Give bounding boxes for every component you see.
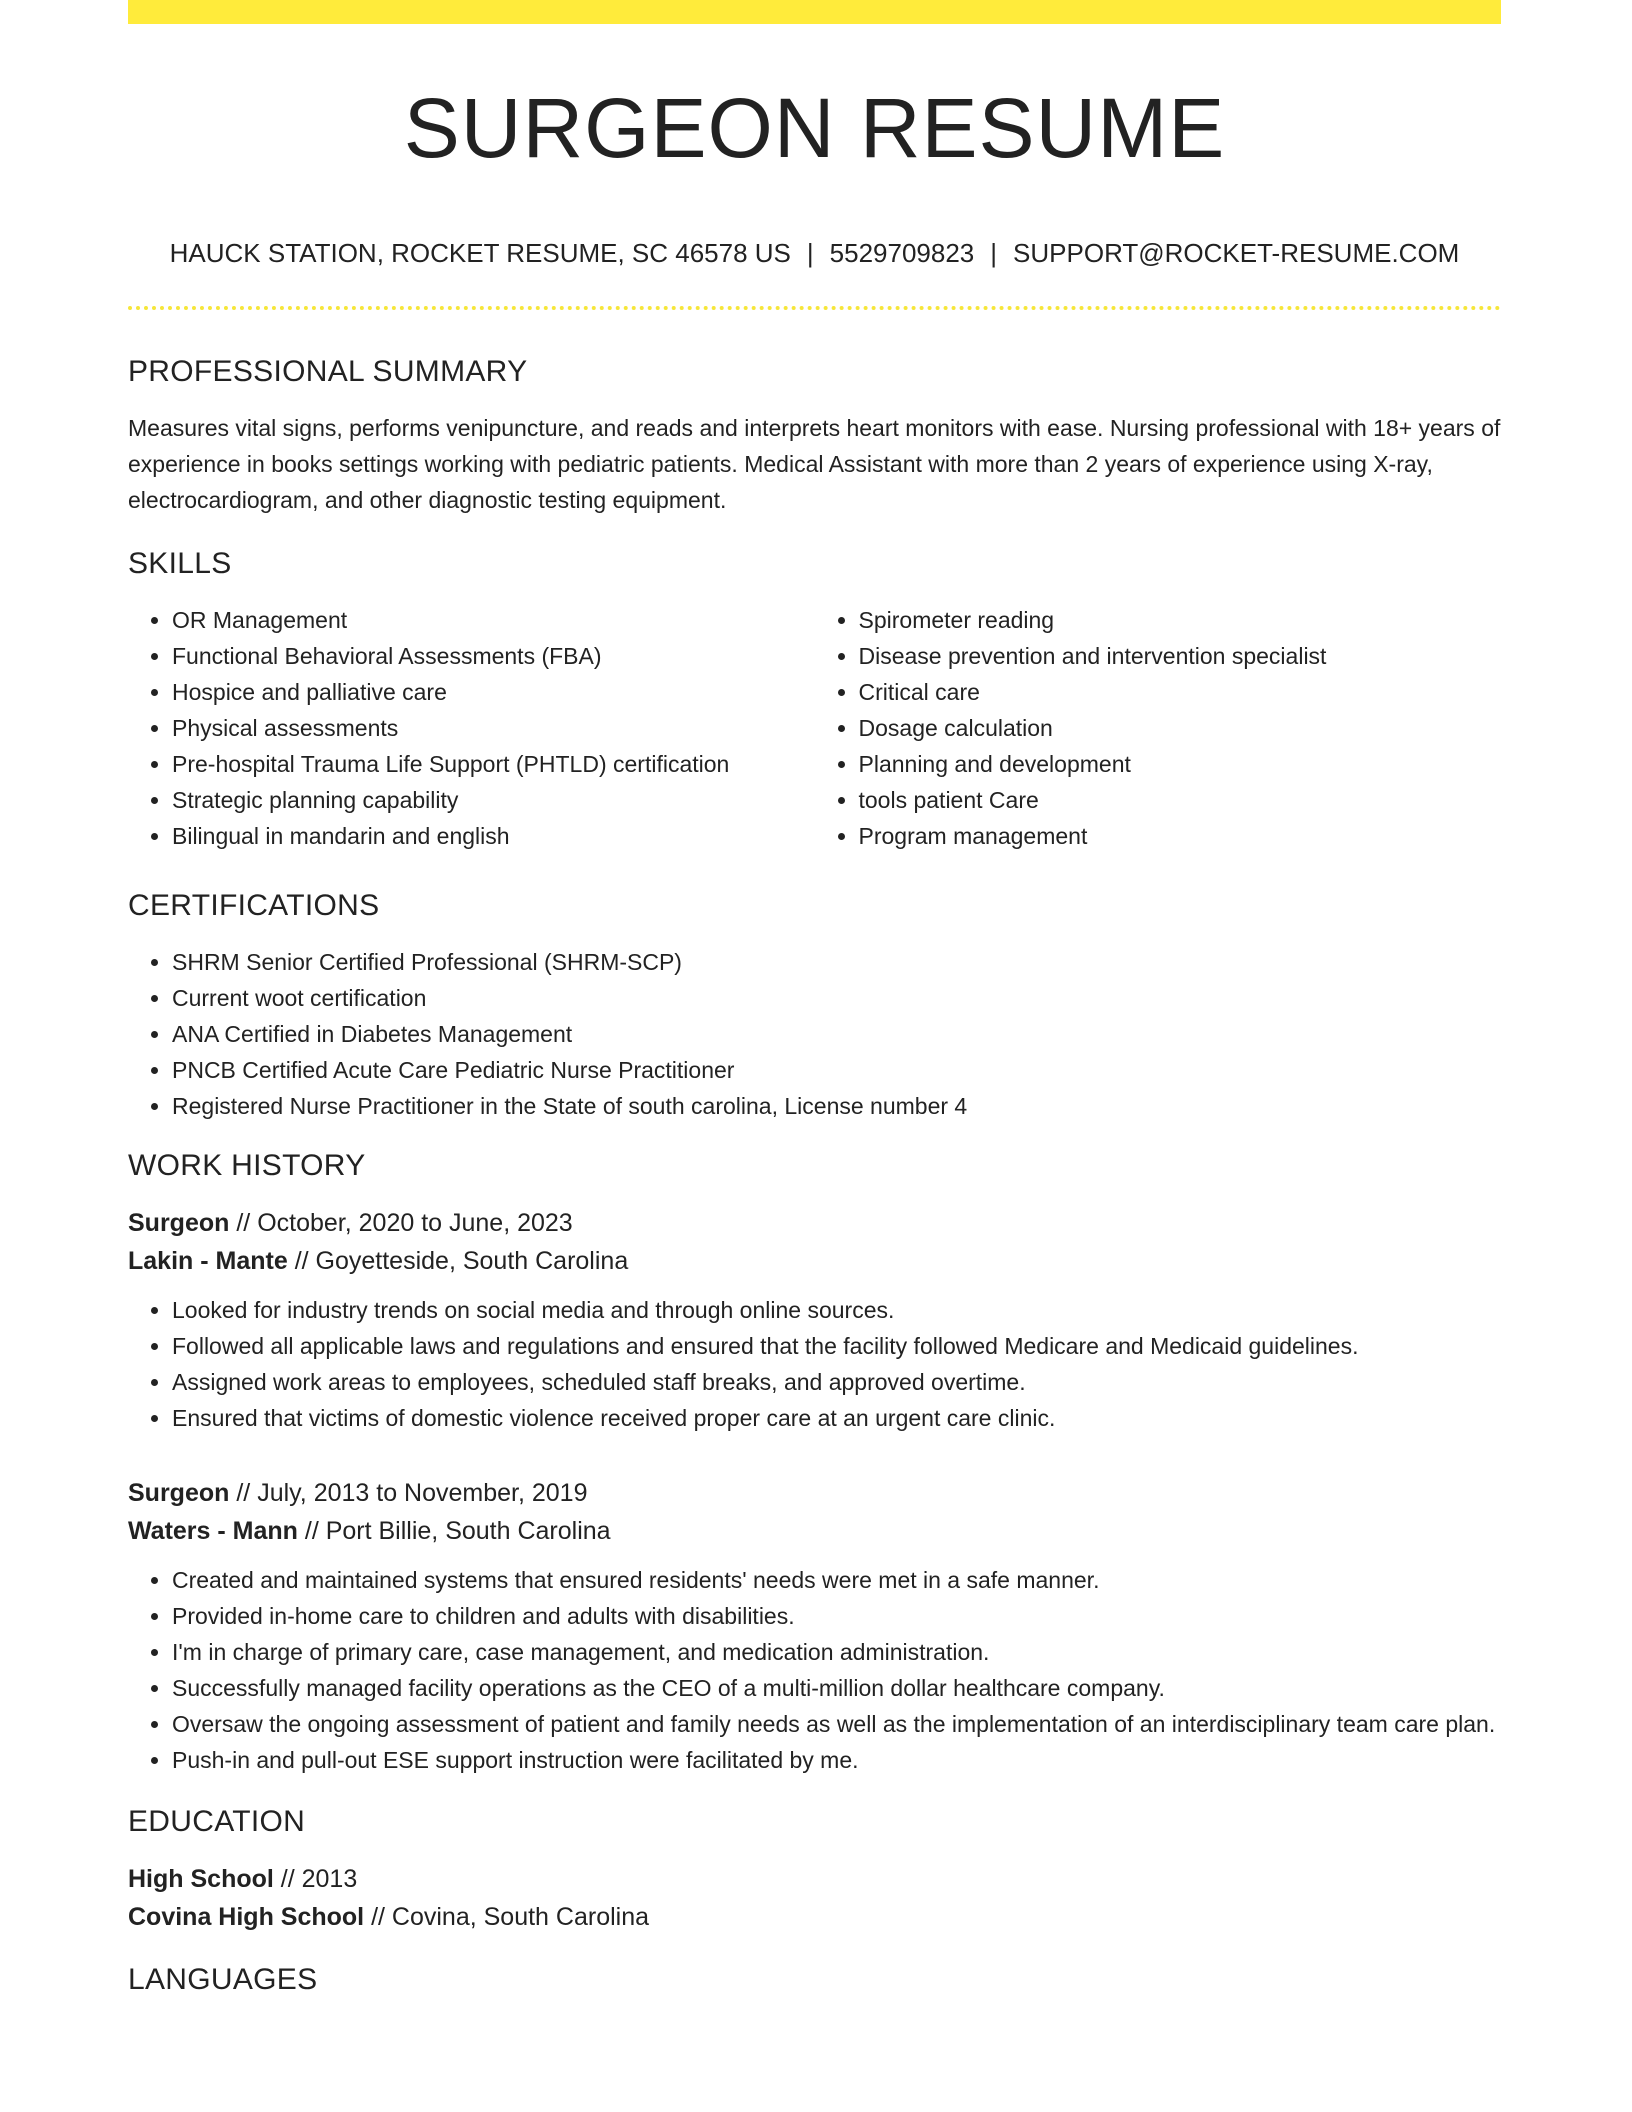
contact-separator: | [806, 238, 814, 268]
job-title-line [128, 1474, 1501, 1512]
job-duties-list [128, 1292, 1501, 1436]
contact-line [128, 236, 1501, 270]
job-duty: • Assigned work areas to employees, scheduled staff breaks, and approved overtime. [172, 1364, 1501, 1400]
education-year: // 2013 [280, 1865, 358, 1893]
job-company: Waters - Mann [128, 1517, 298, 1545]
contact-email: SUPPORT@ROCKET-RESUME.COM [1013, 238, 1460, 268]
skills-section [128, 544, 1501, 854]
education-heading: EDUCATION [128, 1805, 306, 1838]
skills-list-right [815, 602, 1502, 854]
resume-title: SURGEON RESUME [403, 81, 1226, 175]
skill-item: • Program management [859, 818, 1502, 854]
summary-text: Measures vital signs, performs venipuncture, and reads and interprets heart monitors with ease. Nursing professional with 18+ years of experience in books settings working with pediatric patients. Medical Assistant with more than 2 years of experience using X-ray, electrocardiogram, and other diagnostic testing equipment. [128, 415, 1501, 513]
job-duty: • Looked for industry trends on social media and through online sources. [172, 1292, 1501, 1328]
job-duty: • Created and maintained systems that ensured residents' needs were met in a safe manner. [172, 1562, 1501, 1598]
languages-heading: LANGUAGES [128, 1963, 318, 1996]
job-duty: • I'm in charge of primary care, case management, and medication administration. [172, 1634, 1501, 1670]
job-dates: // July, 2013 to November, 2019 [236, 1479, 588, 1507]
job-location: // Port Billie, South Carolina [304, 1517, 611, 1545]
job-duty: • Push-in and pull-out ESE support instruction were facilitated by me. [172, 1742, 1501, 1778]
education-degree-line [128, 1860, 1501, 1898]
skill-item: • Spirometer reading [859, 602, 1502, 638]
education-location: // Covina, South Carolina [371, 1903, 650, 1931]
languages-section [128, 1960, 1501, 2000]
skills-grid [128, 602, 1501, 854]
contact-separator: | [990, 238, 998, 268]
header-divider [128, 306, 1501, 310]
skill-item: • OR Management [172, 602, 815, 638]
certification-item: • Current woot certification [172, 980, 1501, 1016]
education-entry [128, 1860, 1501, 1936]
certifications-list [128, 944, 1501, 1124]
certification-item: • ANA Certified in Diabetes Management [172, 1016, 1501, 1052]
job-duty: • Followed all applicable laws and regulations and ensured that the facility followed Medicare and Medicaid guidelines. [172, 1328, 1501, 1364]
certification-item: • Registered Nurse Practitioner in the State of south carolina, License number 4 [172, 1088, 1501, 1124]
skill-item: • Physical assessments [172, 710, 815, 746]
contact-address: HAUCK STATION, ROCKET RESUME, SC 46578 US [169, 238, 791, 268]
job-entry [128, 1474, 1501, 1778]
certification-item: • SHRM Senior Certified Professional (SHRM-SCP) [172, 944, 1501, 980]
job-company-line [128, 1512, 1501, 1550]
certifications-section [128, 886, 1501, 1124]
job-dates: // October, 2020 to June, 2023 [236, 1209, 573, 1237]
job-duty: • Oversaw the ongoing assessment of patient and family needs as well as the implementation of an interdisciplinary team care plan. [172, 1706, 1501, 1742]
job-duty: • Provided in-home care to children and adults with disabilities. [172, 1598, 1501, 1634]
summary-heading: PROFESSIONAL SUMMARY [128, 355, 528, 388]
job-duties-list [128, 1562, 1501, 1778]
education-degree: High School [128, 1865, 274, 1893]
contact-phone: 5529709823 [829, 238, 975, 268]
certifications-heading: CERTIFICATIONS [128, 889, 380, 922]
job-duty: • Successfully managed facility operations as the CEO of a multi-million dollar healthcare company. [172, 1670, 1501, 1706]
summary-section [128, 352, 1501, 518]
skill-item: • Bilingual in mandarin and english [172, 818, 815, 854]
job-role: Surgeon [128, 1209, 230, 1237]
education-school: Covina High School [128, 1903, 365, 1931]
work-history-section [128, 1146, 1501, 1778]
skill-item: • Strategic planning capability [172, 782, 815, 818]
skill-item: • Critical care [859, 674, 1502, 710]
skill-item: • tools patient Care [859, 782, 1502, 818]
resume-body [128, 352, 1501, 2022]
skill-item: • Disease prevention and intervention specialist [859, 638, 1502, 674]
skill-item: • Functional Behavioral Assessments (FBA) [172, 638, 815, 674]
skill-item: • Pre-hospital Trauma Life Support (PHTLD) certification [172, 746, 815, 782]
skill-item: • Hospice and palliative care [172, 674, 815, 710]
job-location: // Goyetteside, South Carolina [294, 1247, 629, 1275]
job-company: Lakin - Mante [128, 1247, 288, 1275]
job-role: Surgeon [128, 1479, 230, 1507]
skills-heading: SKILLS [128, 547, 232, 580]
work-history-heading: WORK HISTORY [128, 1149, 366, 1182]
skill-item: • Planning and development [859, 746, 1502, 782]
education-section [128, 1802, 1501, 1936]
job-duty: • Ensured that victims of domestic violence received proper care at an urgent care clinic. [172, 1400, 1501, 1436]
skills-list-left [128, 602, 815, 854]
job-entry [128, 1204, 1501, 1436]
job-title-line [128, 1204, 1501, 1242]
accent-top-bar [128, 0, 1501, 24]
job-company-line [128, 1242, 1501, 1280]
education-school-line [128, 1898, 1501, 1936]
certification-item: • PNCB Certified Acute Care Pediatric Nurse Practitioner [172, 1052, 1501, 1088]
skill-item: • Dosage calculation [859, 710, 1502, 746]
